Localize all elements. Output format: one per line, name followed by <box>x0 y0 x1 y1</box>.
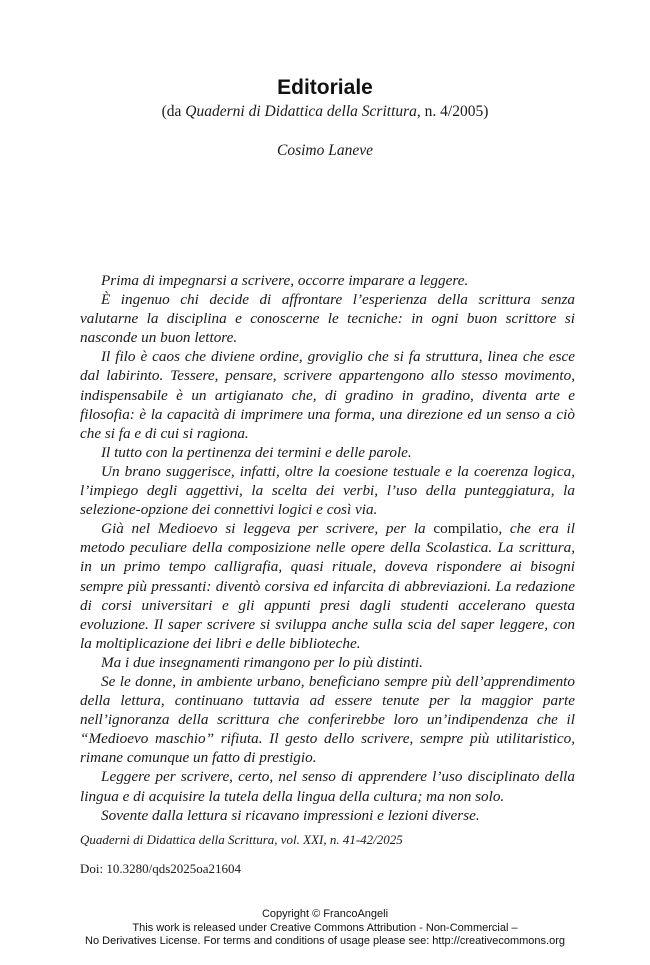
paragraph: Leggere per scrivere, certo, nel senso di apprendere l’uso disciplinato della lingua e di acquisire la tutela della lingua della cultura; ma non solo. <box>80 768 575 805</box>
source-suffix: , n. 4/2005) <box>416 103 489 120</box>
journal-citation: Quaderni di Didattica della Scrittura, vol. XXI, n. 41-42/2025 <box>80 832 403 847</box>
article-source <box>0 103 650 121</box>
article-body <box>80 271 575 825</box>
paragraph: Un brano suggerisce, infatti, oltre la coesione testuale e la coerenza logica, l’impiego degli aggettivi, la scelta dei verbi, l’uso della punteggiatura, la selezione-opzione dei connettivi logici e così via. <box>80 462 575 519</box>
paragraph <box>80 519 575 653</box>
footer-line: No Derivatives License. For terms and conditions of usage please see: http://creativecommons.org <box>85 935 565 947</box>
footer-line: This work is released under Creative Commons Attribution - Non-Commercial – <box>132 921 518 934</box>
article-author: Cosimo Laneve <box>276 142 373 159</box>
paragraph: È ingenuo chi decide di affrontare l’esperienza della scrittura senza valutarne la disciplina e conoscerne le tecniche: in ogni buon scrittore si nasconde un buon lettore. <box>80 291 575 347</box>
paragraph: Ma i due insegnamenti rimangono per lo più distinti. <box>101 653 423 671</box>
source-prefix: (da <box>161 103 186 120</box>
upright-term: compilatio <box>433 520 499 538</box>
paragraph: Il filo è caos che diviene ordine, groviglio che si fa struttura, linea che esce dal labirinto. Tessere, pensare, scrivere appartengono allo stesso movimento, indispensabile è un artigianato che, di gradino in gradino, diventa arte e filosofia: è la capacità di imprimere una forma, una direzione ed un senso a ciò che si fa e di cui si ragiona. <box>80 348 575 442</box>
paragraph: Se le donne, in ambiente urbano, beneficiano sempre più dell’apprendimento della lettura, continuano tuttavia ad essere tenute per la maggior parte nell’ignoranza della scrittura che conferirebbe loro un’indipendenza che il “Medioevo maschio” rifiuta. Il gesto dello scrivere, sempre più utilitaristico, rimane comunque un fatto di prestigio. <box>80 672 575 767</box>
paragraph-part: Già nel Medioevo si leggeva per scrivere, per la <box>101 520 434 538</box>
source-journal: Quaderni di Didattica della Scrittura <box>185 103 417 120</box>
doi-line: Doi: 10.3280/qds2025oa21604 <box>80 861 242 876</box>
paragraph-part: , che era il metodo peculiare della composizione nelle opere della Scolastica. La scrittura, in un primo tempo calligrafia, quasi rituale, doveva rispondere ai bisogni sempre più pressanti: diventò corsiva ed infarcita di abbreviazioni. La redazione di corsi universitari e gli appunti presi dagli studenti accelerano questa evoluzione. Il saper scrivere si sviluppa anche sulla scia del saper leggere, con la moltiplicazione dei libri e delle biblioteche. <box>80 520 575 652</box>
copyright-footer <box>0 908 650 949</box>
paragraph: Sovente dalla lettura si ricavano impressioni e lezioni diverse. <box>101 806 480 824</box>
article-title: Editoriale <box>277 76 373 99</box>
paragraph: Prima di impegnarsi a scrivere, occorre imparare a leggere. <box>101 272 469 289</box>
footer-line: Copyright © FrancoAngeli <box>261 908 389 920</box>
paragraph: Il tutto con la pertinenza dei termini e delle parole. <box>101 443 412 461</box>
